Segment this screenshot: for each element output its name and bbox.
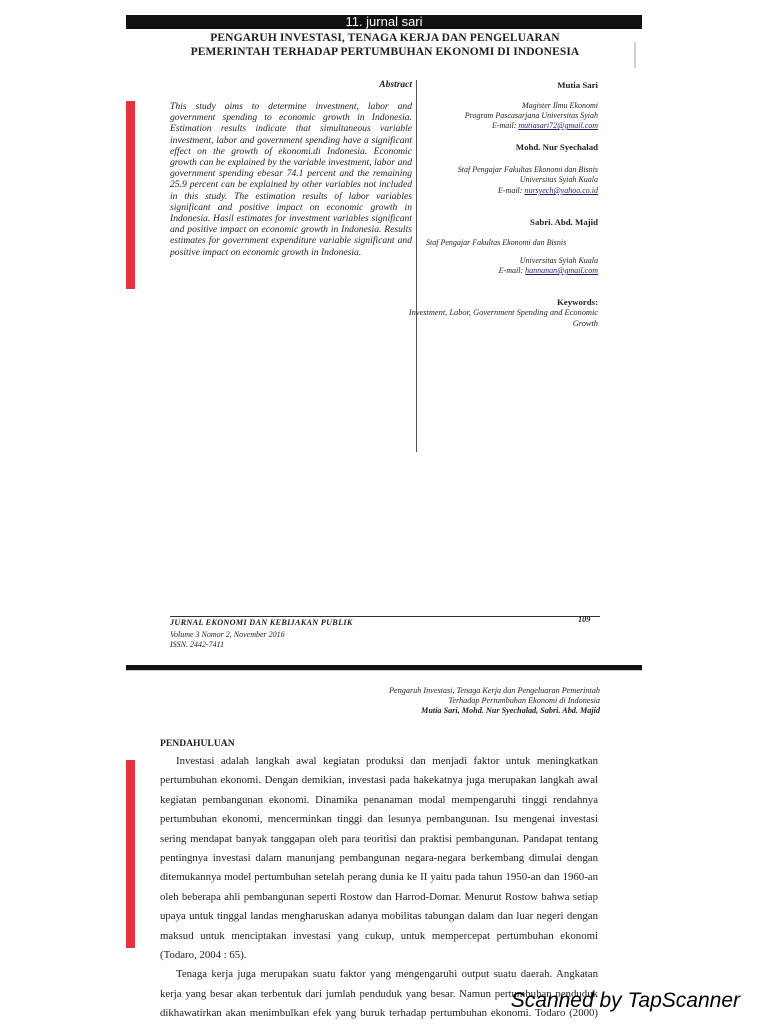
scanner-watermark: Scanned by TapScanner [510,989,740,1012]
author-email-3 [499,266,598,275]
author-email-2 [498,186,598,195]
email-label: E-mail: [498,266,524,275]
author-affiliation-1a: Magister Ilmu Ekonomi [522,101,598,110]
body-line: Investasi adalah langkah awal kegiatan produksi dan menjadi faktor untuk meningkatkan [176,755,598,767]
running-head-line-1: Pengaruh Investasi, Tenaga Kerja dan Pengeluaran Pemerintah [389,686,600,695]
margin-mark [634,42,636,68]
author-affiliation-2b: Universitas Syiah Kuala [519,175,598,184]
body-line: sering mendapat banyak tanggapan oleh para teoritisi dan praktisi pembangunan. Pandapat tentang [160,832,598,845]
red-margin-bar-top [126,101,135,289]
body-line: maksud untuk menciptakan investasi yang cukup, untuk mempercepat pertumbuhan ekonomi [160,929,598,942]
page-divider-shadow [126,670,642,671]
journal-header-bar: 11. jurnal sari [126,15,642,29]
email-label: E-mail: [498,186,523,195]
abstract-heading: Abstract [379,80,412,90]
footer-journal-name: JURNAL EKONOMI DAN KEBIJAKAN PUBLIK [170,618,353,627]
body-line: pertumbuhan ekonomi, mencerminkan tinggi dan lesunya pembangunan. Isu mengenai investasi [160,813,598,826]
body-line: pertumbuhan ekonomi. Dengan demikian, investasi pada hakekatnya juga merupakan langkah awal [160,774,598,787]
running-head-line-2: Terhadap Pertumbuhan Ekonomi di Indonesia [448,696,600,705]
body-line: kegiatan pembangunan ekonomi. Dinamika penanaman modal mempengaruhi tinggi rendahnya [160,793,598,806]
body-line: Tenaga kerja juga merupakan suatu faktor yang mengengaruhi output suatu daerah. Angkatan [176,968,598,981]
body-line: ditemukannya model pertumbuhan setelah perang dunia ke II yaitu pada tahun 1950-an dan 1960-an [160,871,598,884]
body-line: kerja yang besar akan terbentuk dari jumlah penduduk yang besar. Namun pertumbuhan penduduk [160,987,598,1000]
column-divider [416,80,417,452]
title-line-1: PENGARUH INVESTASI, TENAGA KERJA DAN PENGELUARAN [210,32,560,44]
article-title [150,31,620,59]
author-affiliation-1b: Program Pascasarjana Universitas Syiah [464,111,598,120]
footer-volume: Volume 3 Nomor 2, November 2016 [170,630,285,639]
author-affiliation-3a: Staf Pengajar Fakultas Ekonomi dan Bisnis [426,238,567,247]
author-name-3: Sabri. Abd. Majid [530,217,598,227]
author-email-1 [492,121,598,130]
author-name-2: Mohd. Nur Syechalad [515,142,598,152]
keywords-heading: Keywords: [556,297,598,307]
email-link-3[interactable]: hannanan@gmail.com [525,266,598,275]
title-line-2: PEMERINTAH TERHADAP PERTUMBUHAN EKONOMI DI INDONESIA [190,46,580,58]
abstract-text: This study aims to determine investment, labor and government spending to economic growth in Indonesia. Estimation results indicate that simultaneous variable investment, labor and government spending have a significant effect on the growth of ekonomi.di Indonesia. Economic growth can be explained by the variable investment, labor and government spending ebesar 74.1 percent and the remaining 25.9 percent can be explained by other variables not included in this study. The estimation results of labor variables significant and positive impact on economic growth in Indonesia. Hasil estimates for investment variables significant and positive impact on economic growth in Indonesia. Results estimates for government expenditure variable significant and positive impact on economic growth in Indonesia. [170,101,412,258]
author-affiliation-3b: Universitas Syiah Kuala [519,256,598,265]
page-number: 109 [578,615,591,624]
footer-issn: ISSN. 2442-7411 [170,640,225,649]
body-line: (Todaro, 2004 : 65). [160,948,247,961]
keywords-text: Investment, Labor, Government Spending and Economic Growth [408,308,598,328]
author-affiliation-2a: Staf Pengajar Fakultas Ekonomi dan Bisnis [457,165,598,174]
email-link-1[interactable]: mutiasari72@gmail.com [518,121,598,130]
running-head-authors: Mutia Sari, Mohd. Nur Syechalad, Sabri. Abd. Majid [421,706,600,715]
email-link-2[interactable]: nursyech@yahoo.co.id [524,186,598,195]
footer-rule [170,616,600,617]
body-line: upaya untuk tinggal landas mengharuskan adanya mobilitas tabungan dalam dan luar negeri dengan [160,910,598,923]
body-line: oleh beberapa ahli pembangunan seperti Rostow dan Harrod-Domar. Menurut Rostow bahwa setiap [160,890,598,903]
body-line: dikhawatirkan akan menimbulkan efek yang buruk terhadap pertumbuhan ekonomi. Todaro (2000) [160,1007,598,1020]
email-label: E-mail: [491,121,517,130]
section-body [160,752,598,1023]
author-name-1: Mutia Sari [557,80,598,90]
section-heading: PENDAHULUAN [160,738,235,749]
body-line: pentingnya investasi dalam manunjang pembangunan negara-negara berkembang dimulai dengan [160,851,598,864]
red-margin-bar-bottom [126,760,135,948]
